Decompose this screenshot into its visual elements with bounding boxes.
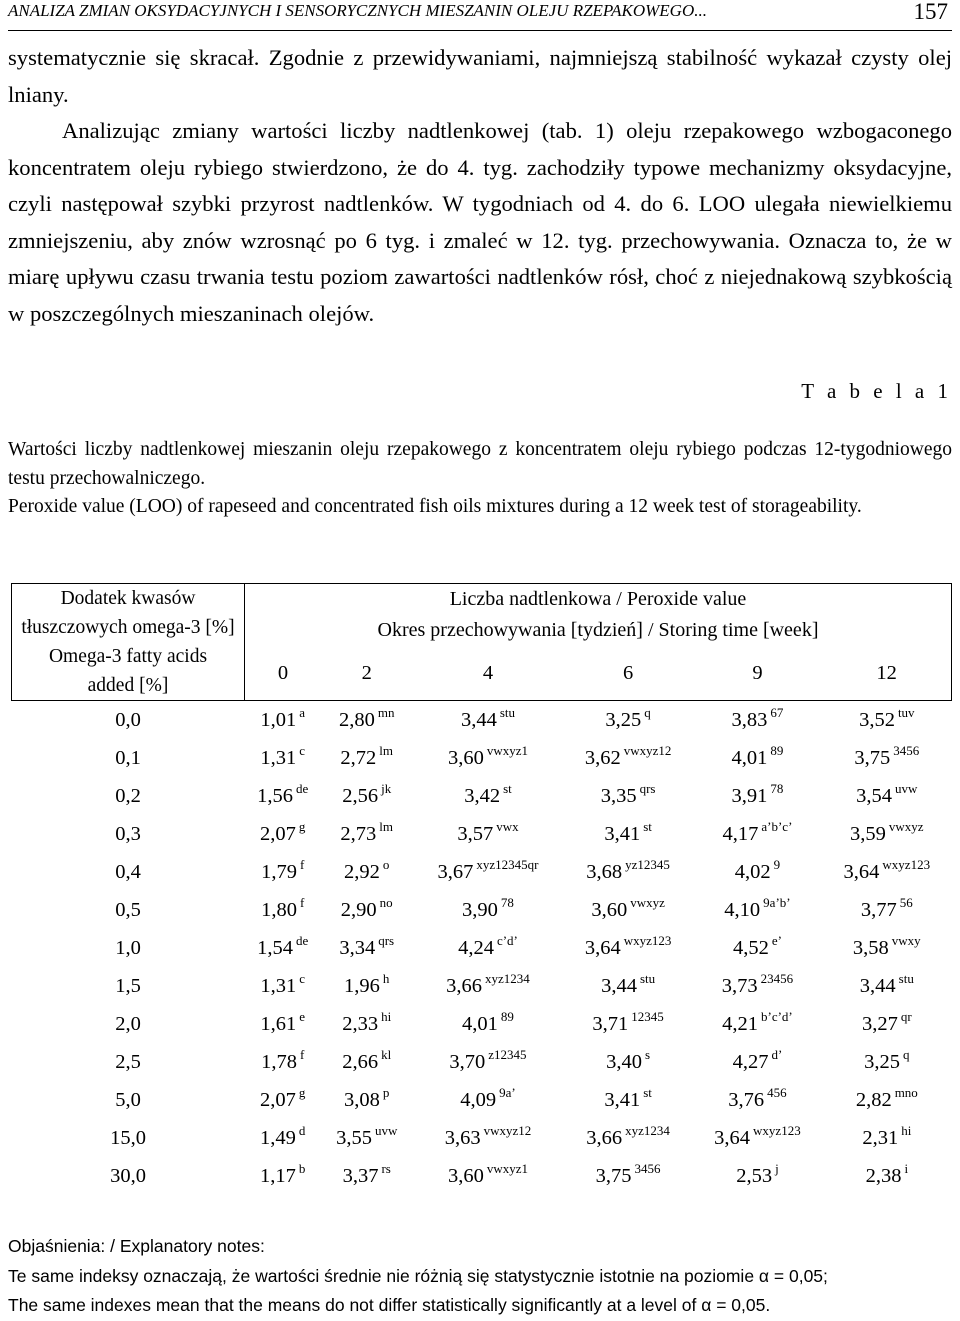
column-header-dose (12, 584, 245, 701)
significance-index: jk (381, 780, 392, 796)
value: 3,67 (437, 860, 474, 883)
value: 2,38 (865, 1164, 902, 1187)
value-cell (245, 815, 321, 853)
page-number: 157 (913, 0, 948, 24)
significance-index: wxyz123 (753, 1122, 801, 1138)
dose-cell: 0,2 (115, 784, 141, 807)
value-cell (822, 701, 951, 740)
value: 2,73 (340, 822, 377, 845)
significance-index: f (299, 856, 305, 872)
significance-index: g (298, 818, 306, 834)
value: 2,92 (344, 860, 380, 883)
value-cell (822, 929, 951, 967)
value-cell (822, 777, 951, 815)
value-cell (693, 739, 822, 777)
value: 3,37 (342, 1164, 379, 1187)
value: 3,60 (447, 1164, 484, 1187)
paragraph: systematycznie się skracał. Zgodnie z przewidywaniami, najmniejszą stabilność wykazał czysty olej lniany. (8, 45, 952, 107)
value: 2,66 (342, 1050, 379, 1073)
significance-index: c’d’ (496, 932, 518, 948)
table-label: T a b e l a 1 (801, 379, 952, 403)
value: 1,49 (260, 1126, 296, 1149)
value-cell (563, 815, 692, 853)
significance-index: c (299, 970, 306, 986)
value-cell (413, 777, 564, 815)
significance-index: q (903, 1046, 910, 1062)
value: 3,55 (336, 1126, 372, 1149)
value-cell (413, 1005, 564, 1043)
dose-cell: 0,3 (115, 822, 141, 845)
significance-index: qrs (639, 780, 656, 796)
significance-index: hi (381, 1008, 392, 1024)
dose-cell: 0,5 (115, 898, 141, 921)
value-cell (822, 1119, 951, 1157)
value-cell (413, 967, 564, 1005)
table-row (12, 1157, 952, 1195)
significance-index: lm (379, 818, 394, 834)
value-cell (321, 1119, 413, 1157)
table-row (12, 1081, 952, 1119)
significance-index: stu (639, 970, 656, 986)
significance-index: lm (379, 742, 394, 758)
table-row (12, 701, 952, 740)
value-cell (245, 1081, 321, 1119)
value: 3,41 (604, 822, 641, 845)
explanatory-notes (8, 1232, 952, 1321)
table-row (12, 815, 952, 853)
significance-index: 78 (500, 894, 514, 910)
peroxide-value-table (11, 583, 952, 1195)
value: 4,21 (722, 1012, 758, 1035)
value-cell (693, 853, 822, 891)
week-header: 2 (321, 646, 413, 700)
value-cell (413, 1081, 564, 1119)
value-cell (693, 777, 822, 815)
value: 3,52 (859, 708, 895, 731)
value-cell (413, 853, 564, 891)
significance-index: xyz1234 (485, 970, 530, 986)
value-cell (321, 967, 413, 1005)
significance-index: st (503, 780, 512, 796)
value: 2,07 (260, 1088, 296, 1111)
value-cell (413, 1119, 564, 1157)
value-cell (563, 891, 692, 929)
week-header: 9 (693, 646, 822, 700)
value-cell (822, 1081, 951, 1119)
significance-index: stu (499, 704, 515, 720)
value-cell (321, 891, 413, 929)
significance-index: 12345 (631, 1008, 664, 1024)
value-cell (245, 777, 321, 815)
value: 3,64 (714, 1126, 751, 1149)
value: 3,44 (859, 974, 896, 997)
significance-index: 456 (767, 1084, 787, 1100)
value: 4,09 (460, 1088, 497, 1111)
value-cell (413, 1043, 564, 1081)
significance-index: de (296, 780, 309, 796)
value: 3,34 (339, 936, 376, 959)
table-captions (8, 436, 952, 522)
value: 2,53 (736, 1164, 773, 1187)
value: 3,60 (591, 898, 628, 921)
significance-index: qrs (378, 932, 395, 948)
value: 4,24 (458, 936, 494, 959)
value: 3,60 (447, 746, 484, 769)
significance-index: yz12345 (625, 856, 670, 872)
dose-cell: 2,0 (115, 1012, 141, 1035)
value-cell (321, 739, 413, 777)
value: 4,52 (732, 936, 769, 959)
value-cell (563, 739, 692, 777)
column-header-dose-en: Omega-3 fatty acids added [%] (48, 646, 208, 696)
significance-index: 89 (500, 1008, 514, 1024)
value-cell (413, 701, 564, 740)
value: 3,64 (584, 936, 621, 959)
value-cell (563, 777, 692, 815)
value: 1,17 (260, 1164, 296, 1187)
value-cell (563, 967, 692, 1005)
value: 3,77 (860, 898, 897, 921)
value-cell (321, 929, 413, 967)
value-cell (563, 1157, 692, 1195)
value: 3,25 (605, 708, 642, 731)
significance-index: vwxyz12 (483, 1122, 532, 1138)
value-cell (693, 1119, 822, 1157)
value: 4,10 (724, 898, 761, 921)
value-cell (413, 739, 564, 777)
week-header: 12 (822, 646, 951, 700)
significance-index: xyz1234 (625, 1122, 670, 1138)
value-cell (693, 891, 822, 929)
value-cell (693, 967, 822, 1005)
value-cell (321, 777, 413, 815)
significance-index: s (645, 1046, 651, 1062)
value: 3,71 (592, 1012, 629, 1035)
significance-index: wxyz123 (623, 932, 672, 948)
significance-index: de (296, 932, 309, 948)
value-cell (245, 1005, 321, 1043)
significance-index: wxyz123 (882, 856, 931, 872)
significance-index: vwxyz1 (486, 1160, 528, 1176)
dose-cell: 15,0 (110, 1126, 146, 1149)
significance-index: st (643, 1084, 652, 1100)
value: 2,80 (338, 708, 375, 731)
value-cell (693, 815, 822, 853)
group-header-peroxide: Liczba nadtlenkowa / Peroxide value (245, 584, 952, 616)
week-header: 4 (413, 646, 564, 700)
value: 3,41 (604, 1088, 641, 1111)
value-cell (321, 1157, 413, 1195)
value-cell (693, 1005, 822, 1043)
dose-cell: 1,0 (115, 936, 141, 959)
significance-index: 9 (773, 856, 781, 872)
significance-index: tuv (897, 704, 915, 720)
value-cell (563, 1119, 692, 1157)
value-cell (245, 701, 321, 740)
value: 3,40 (606, 1050, 643, 1073)
value-cell (245, 929, 321, 967)
value-cell (693, 929, 822, 967)
significance-index: a (299, 704, 306, 720)
value: 1,61 (260, 1012, 297, 1035)
significance-index: 9a’b’ (763, 894, 791, 910)
value: 1,31 (260, 974, 297, 997)
group-header-storing-time: Okres przechowywania [tydzień] / Storing time [week] (245, 615, 952, 646)
caption-english: Peroxide value (LOO) of rapeseed and concentrated fish oils mixtures during a 12 week test of storageability. (8, 496, 862, 517)
significance-index: c (299, 742, 306, 758)
value-cell (822, 739, 951, 777)
table-row (12, 929, 952, 967)
value-cell (693, 701, 822, 740)
significance-index: f (299, 894, 305, 910)
value: 3,76 (728, 1088, 765, 1111)
table-row (12, 1119, 952, 1157)
value-cell (563, 929, 692, 967)
significance-index: j (775, 1160, 779, 1176)
table-row (12, 853, 952, 891)
value-cell (822, 891, 951, 929)
table-row (12, 739, 952, 777)
significance-index: e’ (771, 932, 782, 948)
significance-index: 67 (770, 704, 784, 720)
running-title: ANALIZA ZMIAN OKSYDACYJNYCH I SENSORYCZNYCH MIESZANIN OLEJU RZEPAKOWEGO... (8, 1, 707, 20)
significance-index: z12345 (488, 1046, 527, 1062)
value-cell (563, 701, 692, 740)
value-cell (563, 1043, 692, 1081)
value: 3,83 (731, 708, 768, 731)
value: 3,59 (850, 822, 886, 845)
significance-index: uvw (374, 1122, 398, 1138)
week-header: 6 (563, 646, 692, 700)
value-cell (822, 815, 951, 853)
significance-index: 3456 (893, 742, 920, 758)
value: 4,17 (722, 822, 759, 845)
table-row (12, 1005, 952, 1043)
value-cell (321, 1043, 413, 1081)
significance-index: d (298, 1122, 306, 1138)
value-cell (563, 1005, 692, 1043)
significance-index: a’b’c’ (761, 818, 793, 834)
table-row (12, 891, 952, 929)
value-cell (321, 1005, 413, 1043)
significance-index: b (298, 1160, 306, 1176)
dose-cell: 2,5 (115, 1050, 141, 1073)
value-cell (245, 891, 321, 929)
value: 3,42 (464, 784, 501, 807)
significance-index: 56 (899, 894, 913, 910)
value-cell (245, 1157, 321, 1195)
value-cell (693, 1157, 822, 1195)
table-row (12, 967, 952, 1005)
value: 1,31 (260, 746, 297, 769)
value: 1,54 (257, 936, 294, 959)
caption-polish: Wartości liczby nadtlenkowej mieszanin oleju rzepakowego z koncentratem oleju rybiego podczas 12-tygodniowego testu przechowalniczego. (8, 439, 952, 489)
value-cell (245, 739, 321, 777)
significance-index: f (299, 1046, 305, 1062)
running-header (8, 0, 952, 31)
value: 3,75 (854, 746, 891, 769)
value: 3,63 (444, 1126, 481, 1149)
significance-index: hi (901, 1122, 912, 1138)
value-cell (413, 1157, 564, 1195)
value-cell (321, 815, 413, 853)
significance-index: d’ (771, 1046, 783, 1062)
dose-cell: 5,0 (115, 1088, 141, 1111)
significance-index: xyz12345qr (476, 856, 539, 872)
significance-index: g (298, 1084, 306, 1100)
value-cell (822, 1157, 951, 1195)
significance-index: no (379, 894, 393, 910)
value-cell (693, 1043, 822, 1081)
value: 2,72 (340, 746, 377, 769)
notes-english: The same indexes mean that the means do not differ statistically significantly at a level of α = 0,05. (8, 1295, 771, 1315)
value: 2,82 (855, 1088, 892, 1111)
value: 2,07 (260, 822, 296, 845)
value: 4,01 (731, 746, 768, 769)
value-cell (245, 967, 321, 1005)
significance-index: vwxy (891, 932, 921, 948)
value-cell (413, 815, 564, 853)
value: 3,68 (586, 860, 623, 883)
value: 3,91 (731, 784, 768, 807)
significance-index: 3456 (634, 1160, 661, 1176)
value: 2,33 (342, 1012, 379, 1035)
value-cell (563, 853, 692, 891)
paragraph: Analizując zmiany wartości liczby nadtlenkowej (tab. 1) oleju rzepakowego wzbogaconego koncentratem oleju rybiego stwierdzono, że do 4. tyg. zachodziły typowe mechanizmy oksydacyjne, czyli następował szybki przyrost nadtlenków. W tygodniach od 4. do 6. LOO ulegała niewielkiemu zmniejszeniu, aby znów wzrosnąć po 6 tyg. i zmaleć w 12. tyg. przechowywania. Oznacza to, że w miarę upływu czasu trwania testu poziom zawartości nadtlenków rósł, choć z niejednakową szybkością w poszczególnych mieszaninach olejów. (8, 118, 952, 326)
value: 3,62 (584, 746, 621, 769)
significance-index: 9a’ (499, 1084, 516, 1100)
significance-index: q (644, 704, 651, 720)
significance-index: st (643, 818, 652, 834)
significance-index: b’c’d’ (761, 1008, 793, 1024)
value: 3,57 (457, 822, 494, 845)
value: 3,90 (462, 898, 498, 921)
significance-index: vwxyz12 (623, 742, 672, 758)
value: 1,78 (261, 1050, 297, 1073)
notes-title: Objaśnienia: / Explanatory notes: (8, 1236, 265, 1256)
value-cell (822, 967, 951, 1005)
significance-index: vwxyz (888, 818, 924, 834)
value-cell (413, 929, 564, 967)
value: 3,44 (460, 708, 497, 731)
value-cell (245, 1043, 321, 1081)
value-cell (321, 853, 413, 891)
significance-index: h (382, 970, 390, 986)
value: 3,54 (856, 784, 893, 807)
value: 2,56 (342, 784, 379, 807)
significance-index: p (382, 1084, 390, 1100)
value: 1,01 (260, 708, 297, 731)
significance-index: 78 (770, 780, 784, 796)
significance-index: i (904, 1160, 909, 1176)
value: 3,66 (586, 1126, 623, 1149)
value-cell (822, 1043, 951, 1081)
value-cell (822, 1005, 951, 1043)
value-cell (563, 1081, 692, 1119)
value-cell (413, 891, 564, 929)
value: 2,31 (862, 1126, 899, 1149)
value: 3,73 (721, 974, 758, 997)
dose-cell: 0,1 (115, 746, 141, 769)
dose-cell: 0,0 (115, 708, 141, 731)
value-cell (245, 1119, 321, 1157)
value: 3,58 (852, 936, 889, 959)
significance-index: 89 (770, 742, 784, 758)
value: 3,66 (446, 974, 483, 997)
value: 4,01 (462, 1012, 498, 1035)
significance-index: e (299, 1008, 306, 1024)
week-header: 0 (245, 646, 321, 700)
value: 4,27 (732, 1050, 769, 1073)
significance-index: stu (898, 970, 914, 986)
value: 3,44 (601, 974, 637, 997)
significance-index: o (382, 856, 390, 872)
value-cell (321, 1081, 413, 1119)
value: 3,64 (843, 860, 880, 883)
significance-index: mn (377, 704, 395, 720)
value: 3,27 (861, 1012, 898, 1035)
value: 3,35 (600, 784, 637, 807)
value: 1,96 (344, 974, 380, 997)
value: 2,90 (340, 898, 377, 921)
significance-index: vwxyz (630, 894, 665, 910)
value: 1,56 (257, 784, 294, 807)
significance-index: qr (900, 1008, 912, 1024)
table-row (12, 777, 952, 815)
significance-index: vwxyz1 (486, 742, 528, 758)
body-text (8, 40, 952, 332)
significance-index: vwx (496, 818, 519, 834)
dose-cell: 0,4 (115, 860, 141, 883)
significance-index: uvw (895, 780, 918, 796)
value: 1,79 (261, 860, 297, 883)
dose-cell: 1,5 (115, 974, 141, 997)
value-cell (822, 853, 951, 891)
table-row (12, 1043, 952, 1081)
significance-index: mno (894, 1084, 918, 1100)
significance-index: 23456 (760, 970, 794, 986)
significance-index: kl (381, 1046, 392, 1062)
column-header-dose-pl: Dodatek kwasów tłuszczowych omega-3 [%] (21, 588, 235, 638)
value: 3,70 (449, 1050, 486, 1073)
value-cell (245, 853, 321, 891)
significance-index: rs (381, 1160, 391, 1176)
value: 3,08 (344, 1088, 380, 1111)
value: 1,80 (261, 898, 297, 921)
dose-cell: 30,0 (110, 1164, 146, 1187)
notes-polish: Te same indeksy oznaczają, że wartości średnie nie różnią się statystycznie istotnie na poziomie α = 0,05; (8, 1265, 828, 1286)
value-cell (321, 701, 413, 740)
value: 3,25 (864, 1050, 900, 1073)
value: 3,75 (595, 1164, 632, 1187)
value: 4,02 (734, 860, 771, 883)
value-cell (693, 1081, 822, 1119)
